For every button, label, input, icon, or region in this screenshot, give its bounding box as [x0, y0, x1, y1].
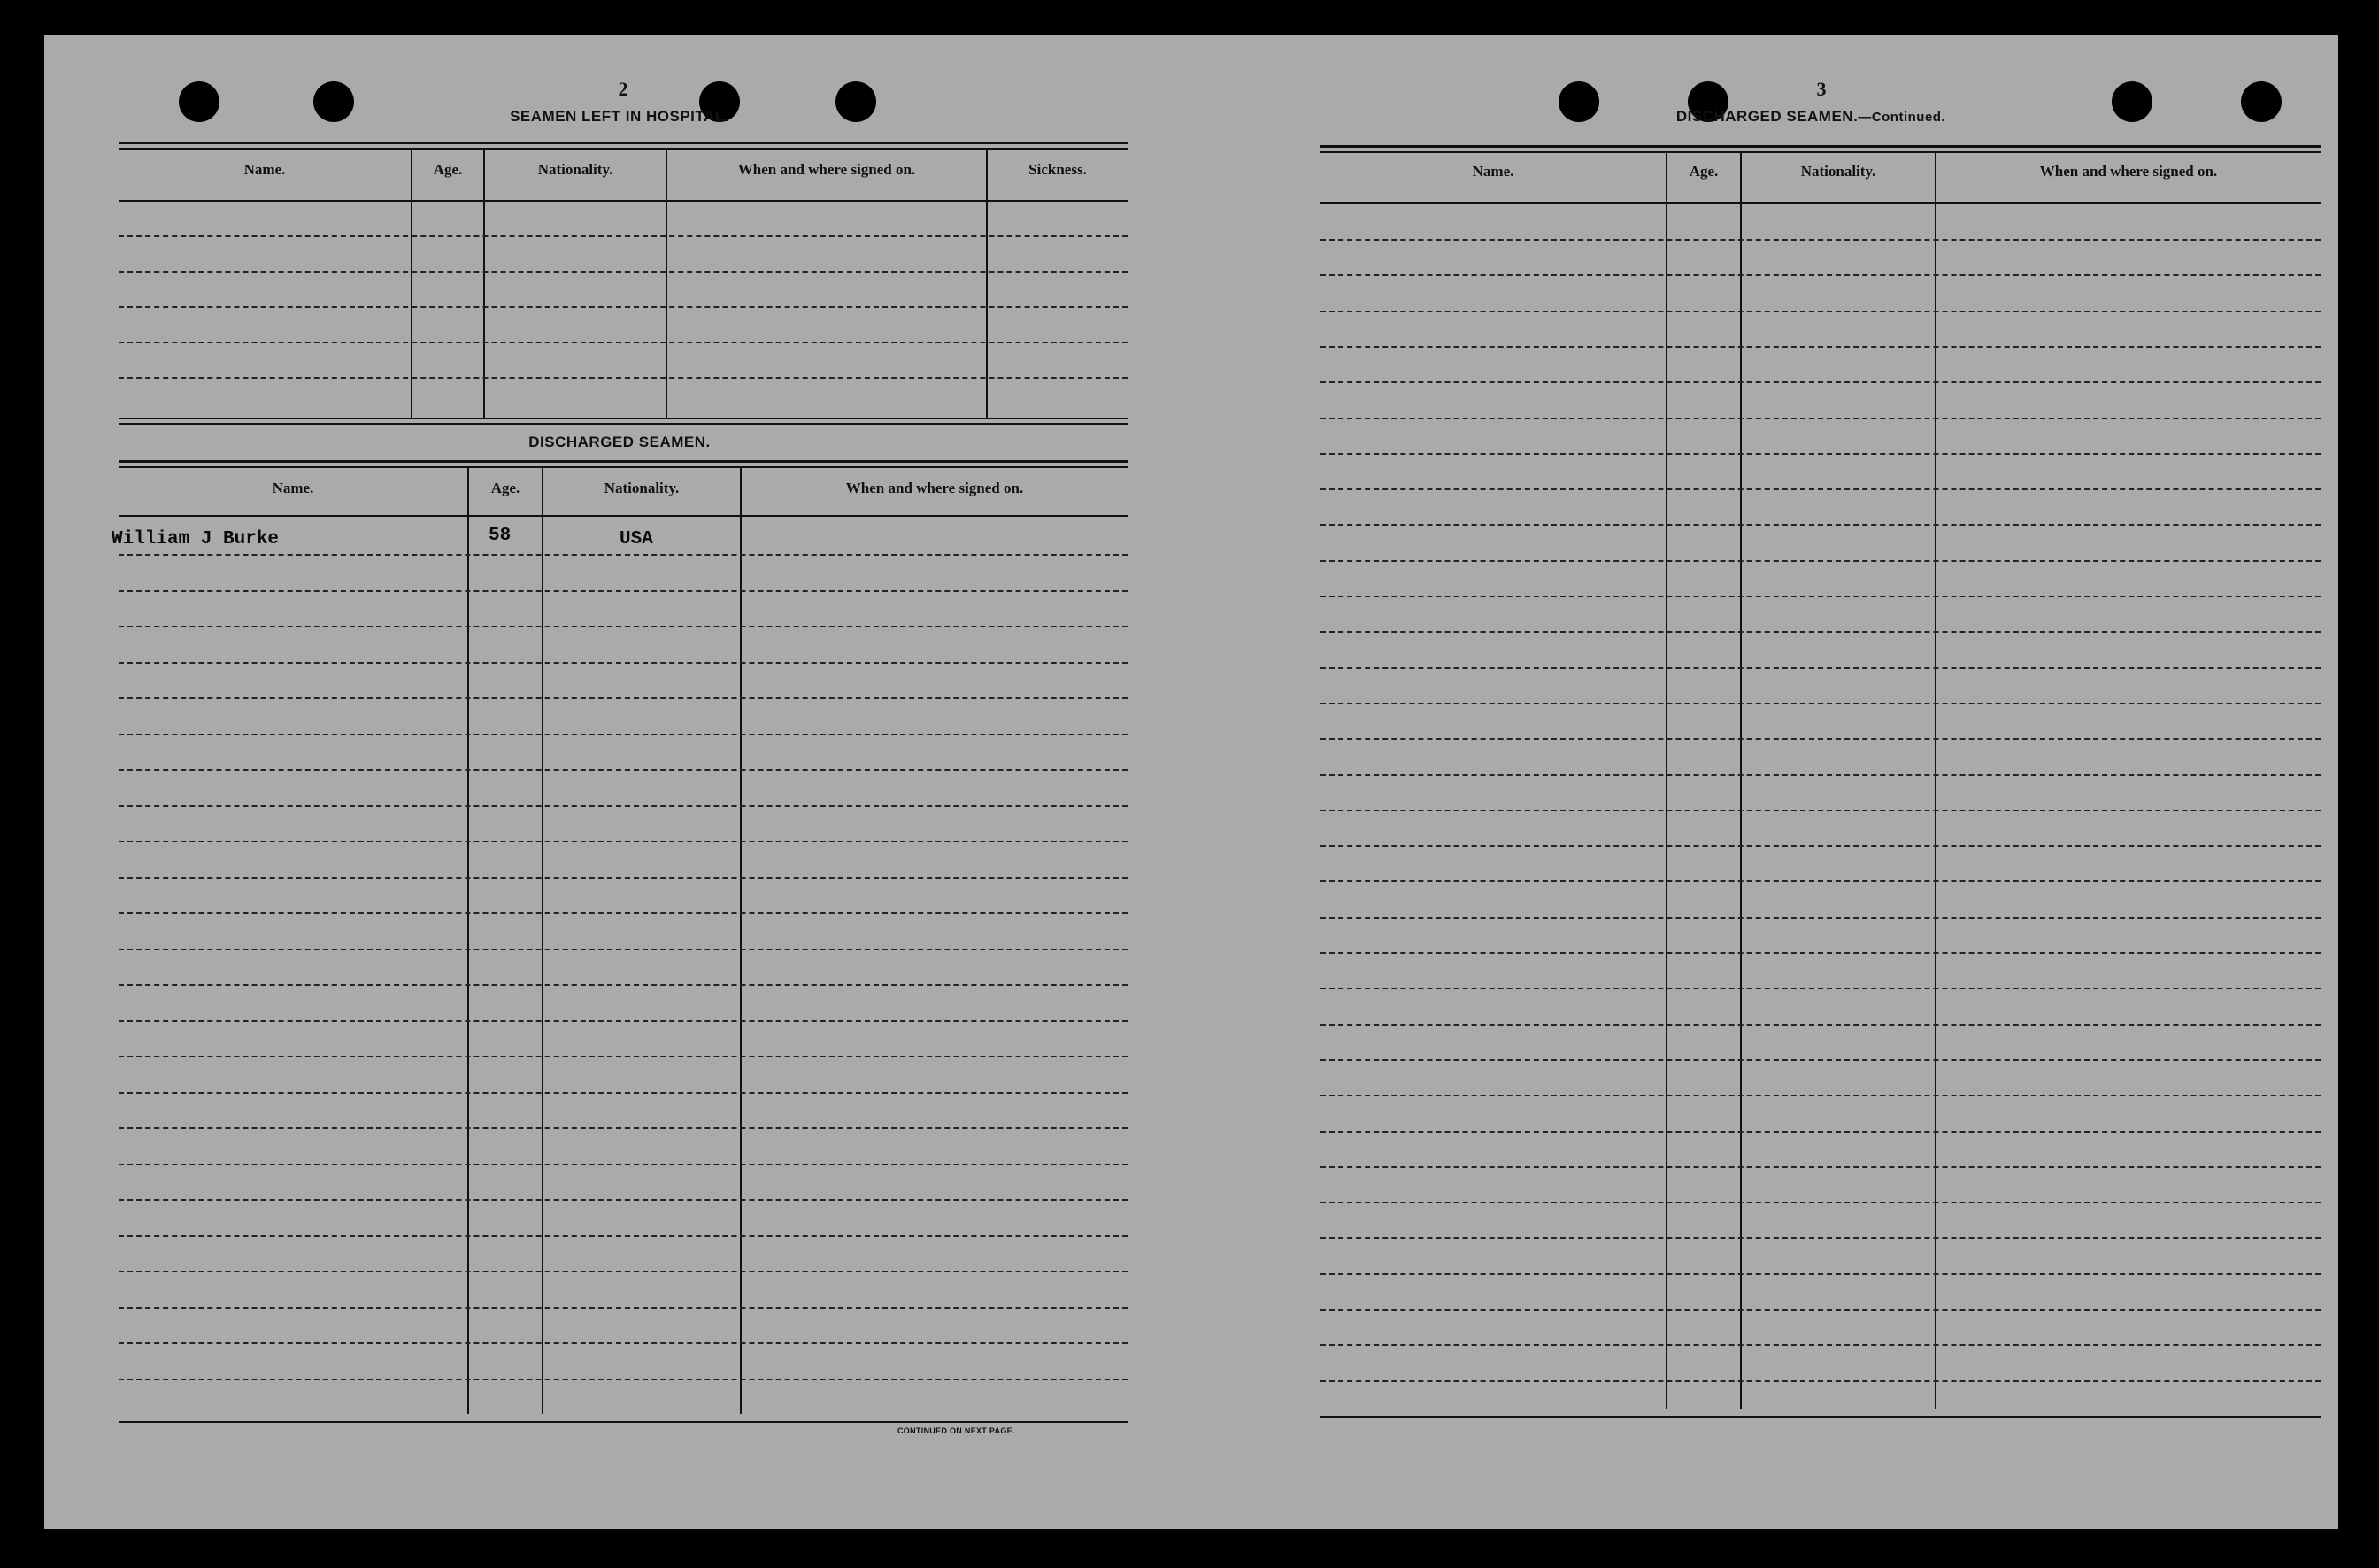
ruled-line: [1320, 1024, 2321, 1026]
column-header-name: Name.: [272, 480, 314, 496]
ruled-line: [119, 984, 1128, 986]
column-header-nationality: Nationality.: [537, 161, 613, 178]
ruled-line: [1320, 631, 2321, 633]
discharged-table: [112, 460, 1128, 1460]
punch-hole: [1559, 81, 1599, 122]
seaman-nationality: USA: [620, 529, 653, 550]
ruled-line: [1320, 1273, 2321, 1275]
page-number: 3: [1816, 78, 1827, 100]
punch-hole: [2112, 81, 2152, 122]
ruled-line: [1320, 1344, 2321, 1346]
ruled-line: [1320, 738, 2321, 740]
discharged-section-title: DISCHARGED SEAMEN.: [528, 434, 711, 450]
ruled-line: [1320, 488, 2321, 490]
ruled-line: [119, 949, 1128, 950]
ruled-line: [1320, 418, 2321, 419]
page-number: 2: [618, 78, 628, 100]
ruled-line: [1320, 239, 2321, 241]
ruled-line: [1320, 703, 2321, 704]
ruled-line: [119, 877, 1128, 879]
ruled-line: [119, 1235, 1128, 1237]
ruled-line: [1320, 667, 2321, 669]
column-header-name: Name.: [1472, 163, 1514, 180]
column-header-nationality: Nationality.: [604, 480, 680, 496]
punch-hole: [179, 81, 219, 122]
ruled-line: [1320, 1202, 2321, 1203]
seaman-age: 58: [489, 526, 512, 546]
column-header-age: Age.: [490, 480, 520, 496]
punch-hole: [2241, 81, 2282, 122]
discharged-continued-table: [1320, 145, 2321, 1472]
ruled-line: [119, 626, 1128, 627]
ruled-line: [1320, 1166, 2321, 1168]
ruled-line: [1320, 346, 2321, 348]
ruled-line: [1320, 917, 2321, 919]
column-header-age: Age.: [1689, 163, 1719, 180]
ruled-line: [1320, 524, 2321, 526]
ruled-line: [119, 342, 1128, 343]
column-header-age: Age.: [433, 161, 463, 178]
column-header-nationality: Nationality.: [1800, 163, 1876, 180]
ruled-line: [119, 271, 1128, 273]
hospital-section-title: SEAMEN LEFT IN HOSPITAL.: [510, 108, 729, 125]
ruled-line: [1320, 1380, 2321, 1382]
punch-hole: [835, 81, 876, 122]
ruled-line: [1320, 560, 2321, 562]
ruled-line: [1320, 596, 2321, 597]
ruled-line: [119, 1164, 1128, 1165]
column-header-sickness: Sickness.: [1028, 161, 1087, 178]
ruled-line: [119, 1379, 1128, 1380]
ruled-line: [119, 734, 1128, 735]
ruled-line: [119, 805, 1128, 807]
ruled-line: [119, 1127, 1128, 1129]
ruled-line: [1320, 880, 2321, 882]
document-sheet: [44, 35, 2338, 1529]
ruled-line: [119, 1342, 1128, 1344]
ruled-line: [119, 697, 1128, 699]
ruled-line: [119, 377, 1128, 379]
seaman-name: William J Burke: [112, 529, 280, 550]
ruled-line: [1320, 453, 2321, 455]
ruled-line: [119, 590, 1128, 592]
column-header-signed-on: When and where signed on.: [737, 161, 916, 178]
ruled-line: [1320, 311, 2321, 312]
ruled-line: [119, 1056, 1128, 1057]
right-page: [1227, 35, 2338, 1529]
continued-note: CONTINUED ON NEXT PAGE.: [897, 1426, 1015, 1435]
column-header-name: Name.: [243, 161, 286, 178]
ruled-line: [1320, 952, 2321, 954]
ruled-line: [119, 1271, 1128, 1272]
ruled-line: [1320, 845, 2321, 847]
ruled-line: [1320, 774, 2321, 776]
ruled-line: [1320, 1237, 2321, 1239]
ruled-line: [119, 1092, 1128, 1094]
ruled-line: [119, 912, 1128, 914]
ruled-line: [119, 235, 1128, 237]
ruled-line: [119, 554, 1128, 556]
right-section-title: DISCHARGED SEAMEN.—Continued.: [1675, 108, 1946, 125]
ruled-line: [1320, 1131, 2321, 1133]
ruled-line: [119, 1020, 1128, 1022]
ruled-line: [119, 769, 1128, 771]
punch-hole: [313, 81, 354, 122]
ruled-line: [1320, 810, 2321, 811]
ruled-line: [1320, 988, 2321, 989]
ruled-line: [1320, 381, 2321, 383]
ruled-line: [119, 1307, 1128, 1309]
column-header-signed-on: When and where signed on.: [2039, 163, 2218, 180]
column-header-signed-on: When and where signed on.: [845, 480, 1024, 496]
ruled-line: [1320, 1095, 2321, 1096]
ruled-line: [119, 306, 1128, 308]
hospital-table: [119, 142, 1128, 460]
ruled-line: [119, 841, 1128, 842]
left-page: [44, 35, 1213, 1529]
ruled-line: [119, 662, 1128, 664]
ruled-line: [1320, 274, 2321, 276]
ruled-line: [1320, 1309, 2321, 1311]
ruled-line: [1320, 1059, 2321, 1061]
ruled-line: [119, 1199, 1128, 1201]
